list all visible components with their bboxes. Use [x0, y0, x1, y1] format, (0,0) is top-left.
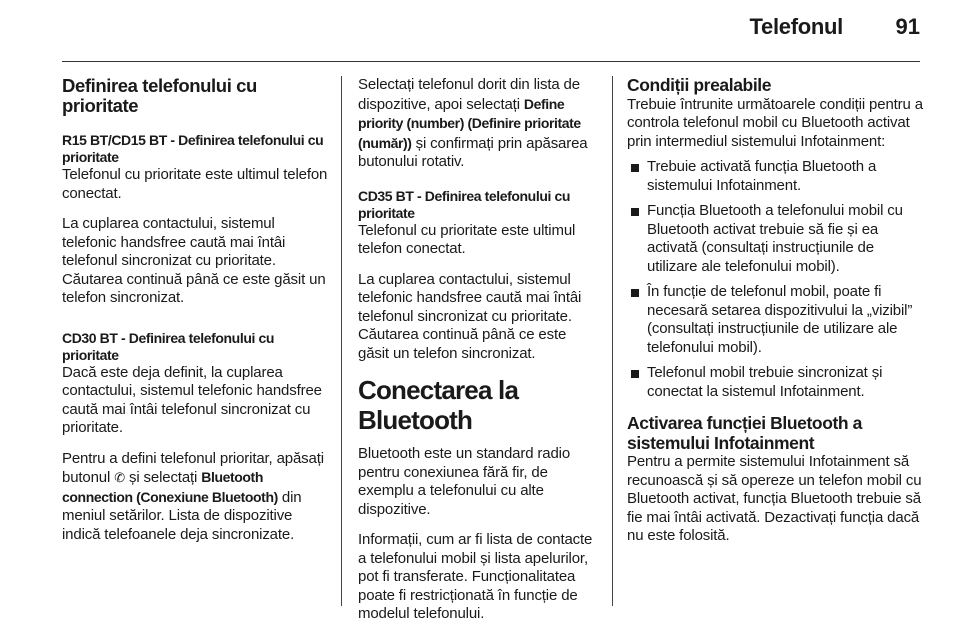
- section-heading-priority-phone: Definirea telefonului cu prioritate: [62, 75, 257, 116]
- paragraph: Dacă este deja definit, la cuplarea contactului, sistemul telefonic handsfree caută mai întâi telefonul sincronizat cu prioritate.: [62, 363, 322, 436]
- prerequisites-list: [627, 158, 925, 401]
- section-title: Telefonul: [749, 14, 843, 39]
- list-item-text: Trebuie activată funcția Bluetooth a sistemului Infotainment.: [647, 158, 877, 194]
- paragraph: La cuplarea contactului, sistemul telefonic handsfree caută mai întâi telefonul sincronizat cu prioritate. Căutarea continuă până ce este găsit un telefon sincronizat.: [62, 215, 326, 306]
- subheading-activate-bluetooth: Activarea funcției Bluetooth a sistemului Infotainment: [627, 413, 862, 453]
- text-run: Pentru a defini telefonul prioritar, apăsați butonul: [62, 449, 324, 486]
- header-rule: [62, 61, 920, 62]
- menu-item-bluetooth-connection: Bluetooth connection (Conexiune Bluetooth): [62, 469, 278, 505]
- list-item: [627, 202, 925, 276]
- list-item-text: În funcție de telefonul mobil, poate fi necesară setarea dispozitivului la „vizibil” (consultați instrucțiunile de utilizare ale telefonului mobil).: [647, 283, 913, 356]
- bullet-icon: [631, 370, 639, 378]
- chapter-heading-bluetooth: Conectarea la Bluetooth: [358, 375, 519, 435]
- text-run: și confirmați prin apăsarea butonului rotativ.: [358, 134, 588, 170]
- subheading-prerequisites: Condiții prealabile: [627, 75, 772, 95]
- page-header: [0, 0, 960, 62]
- paragraph: Telefonul cu prioritate este ultimul telefon conectat.: [358, 221, 576, 257]
- text-run: și selectați: [128, 469, 198, 486]
- paragraph-select-phone: [358, 76, 598, 172]
- bullet-icon: [631, 164, 639, 172]
- column-divider-1: [341, 76, 342, 606]
- paragraph: Bluetooth este un standard radio pentru conexiunea fără fir, de exemplu a telefonului cu alte dispozitive.: [358, 445, 571, 518]
- paragraph: Pentru a permite sistemului Infotainment să recunoască și să opereze un telefon mobil cu Bluetooth activat, funcția Bluetooth trebuie să fie mai întâi activată. Dezactivați funcția dacă nu este folosită.: [627, 453, 922, 544]
- text-run: din meniul setărilor. Lista de dispozitive indică telefoanele deja sincronizate.: [62, 488, 302, 543]
- column-1: [62, 76, 330, 556]
- list-item: [627, 364, 925, 401]
- bullet-icon: [631, 289, 639, 297]
- menu-item-define-priority: Define priority (number) (Definire prioritate (număr)): [358, 95, 581, 151]
- column-3: [627, 76, 925, 558]
- subheading-cd30: CD30 BT - Definirea telefonului cu prioritate: [62, 329, 274, 363]
- paragraph: Telefonul cu prioritate este ultimul telefon conectat.: [62, 166, 328, 202]
- phone-button-icon: ✆: [114, 470, 125, 485]
- text-run: Selectați telefonul dorit din lista de dispozitive, apoi selectați: [358, 76, 580, 113]
- list-item-text: Telefonul mobil trebuie sincronizat și conectat la sistemul Infotainment.: [647, 364, 883, 400]
- list-item: [627, 158, 925, 195]
- column-2: [358, 76, 598, 636]
- bullet-icon: [631, 208, 639, 216]
- subheading-r15: R15 BT/CD15 BT - Definirea telefonului cu prioritate: [62, 132, 324, 165]
- paragraph-define-priority: [62, 450, 330, 545]
- list-item-text: Funcția Bluetooth a telefonului mobil cu Bluetooth activat trebuie să fie și ea activată (consultați instrucțiunile de utilizare ale telefonului mobil).: [647, 202, 903, 275]
- subheading-cd35: CD35 BT - Definirea telefonului cu prioritate: [358, 187, 570, 221]
- column-divider-2: [612, 76, 613, 606]
- paragraph: Informații, cum ar fi lista de contacte a telefonului mobil și lista apelurilor, pot fi transferate. Funcționalitatea poate fi restricționată în funcție de modelul telefonului.: [358, 531, 593, 622]
- list-item: [627, 283, 925, 357]
- paragraph: Trebuie întrunite următoarele condiții pentru a controla telefonul mobil cu Bluetooth activat prin intermediul sistemului Infotainment:: [627, 95, 923, 150]
- page-number: 91: [895, 14, 920, 39]
- paragraph: La cuplarea contactului, sistemul telefonic handsfree caută mai întâi telefonul sincronizat cu prioritate. Căutarea continuă până ce este găsit un telefon sincronizat.: [358, 270, 582, 362]
